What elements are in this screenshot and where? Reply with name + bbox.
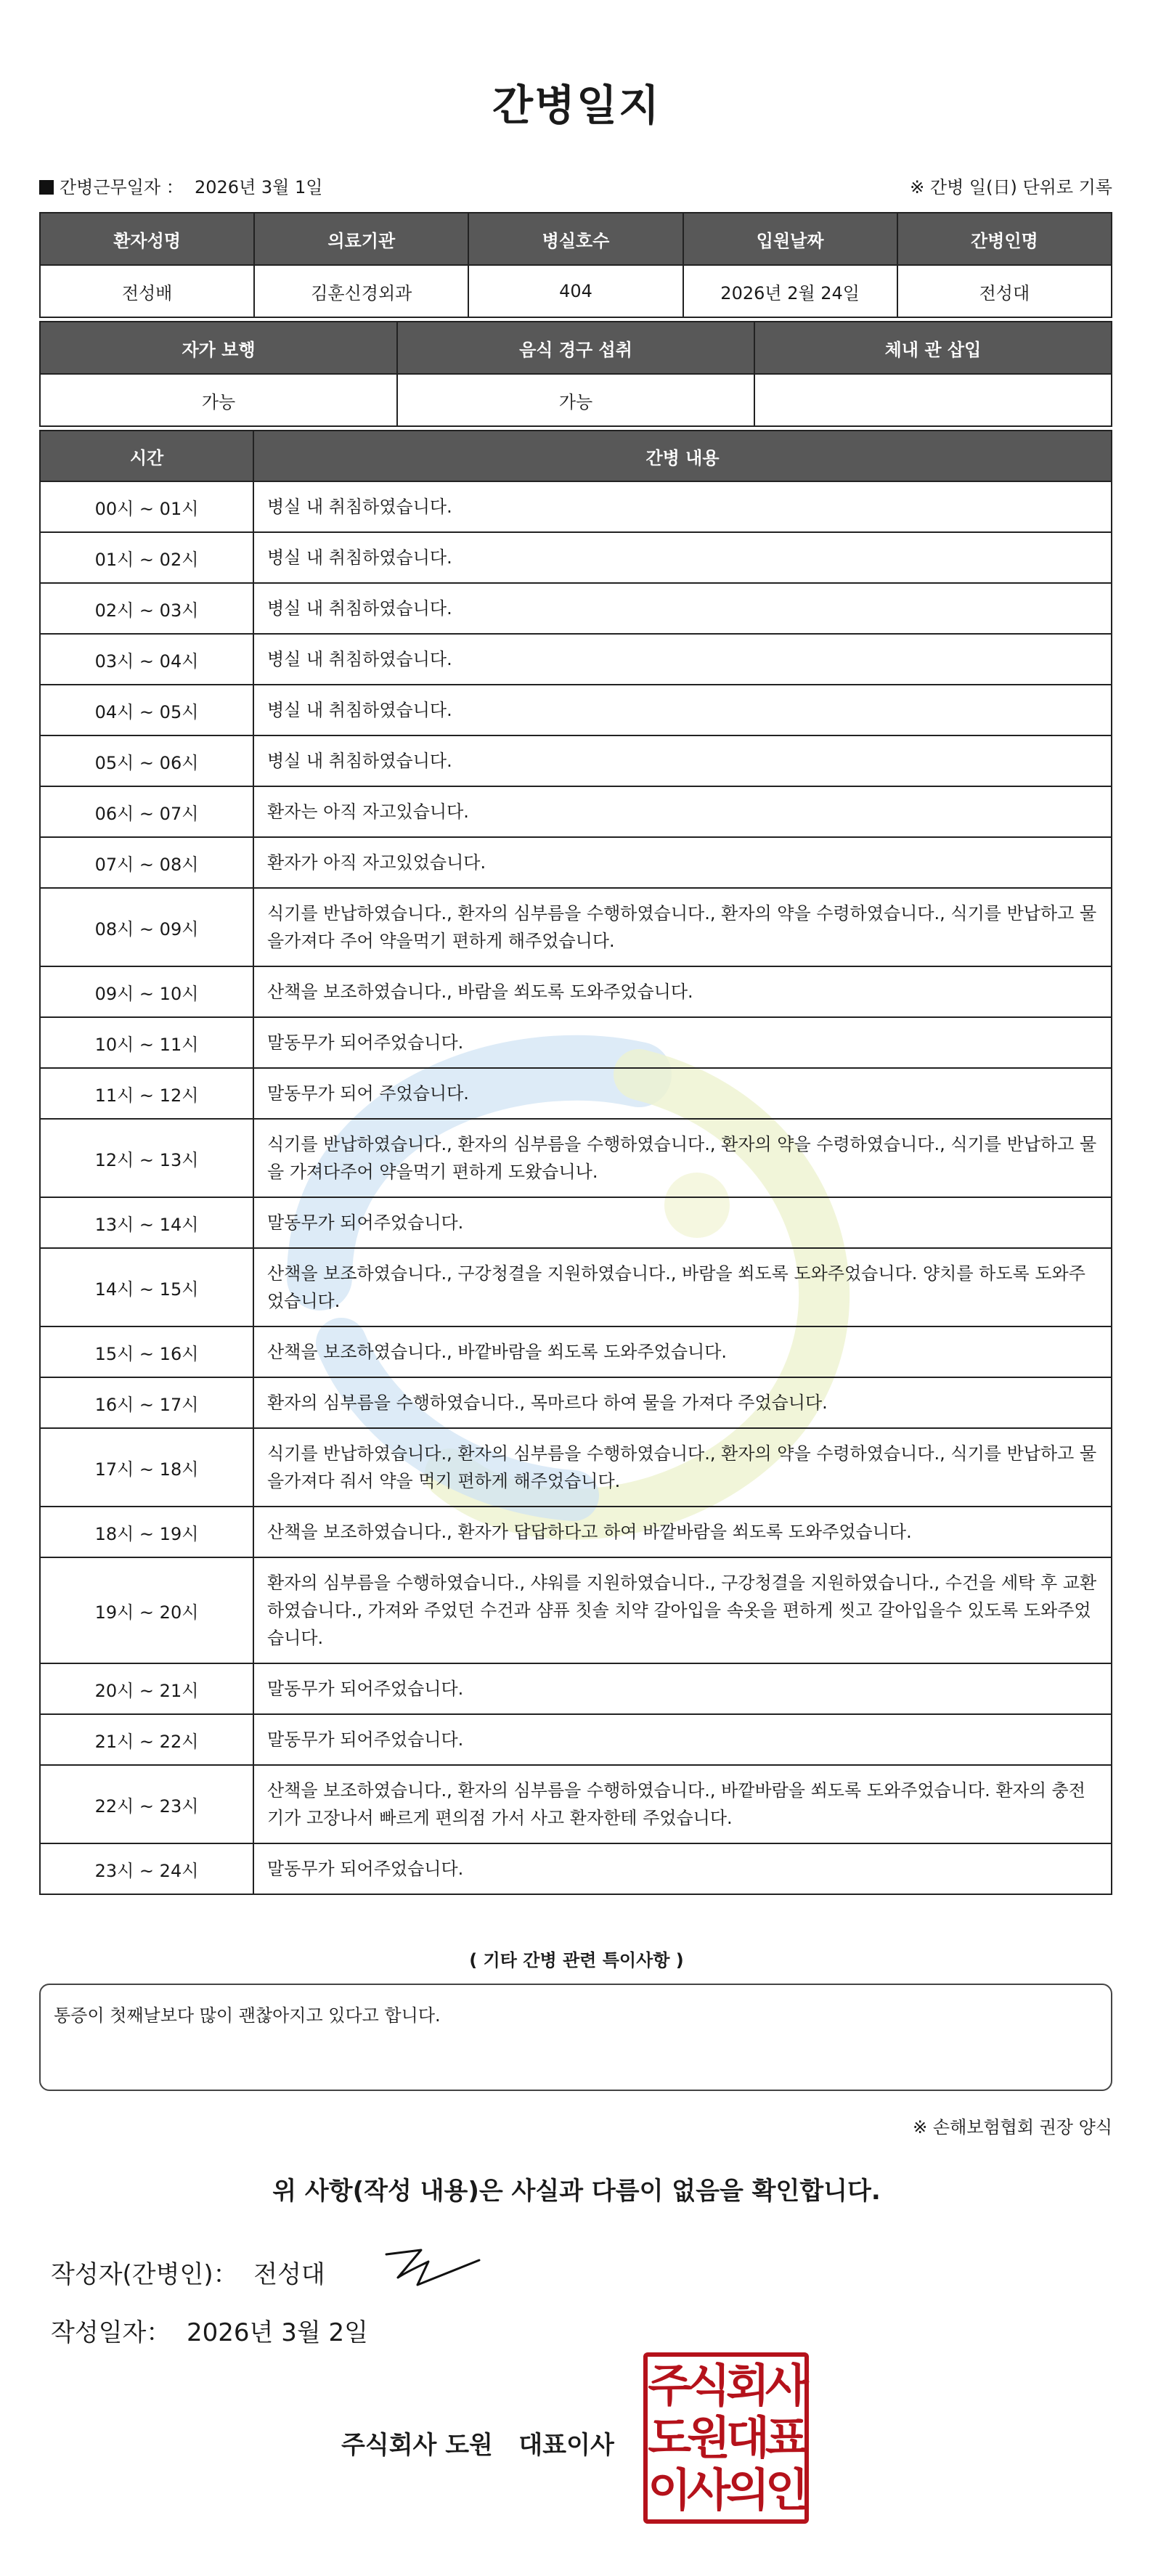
header-room: 병실호수 — [468, 213, 683, 265]
room-number: 404 — [468, 265, 683, 317]
work-date — [39, 173, 322, 198]
log-row — [40, 1248, 1112, 1326]
page-title: 간병일지 — [492, 81, 661, 130]
log-content: 말동무가 되어주었습니다. — [253, 1197, 1112, 1248]
log-content: 병실 내 취침하였습니다. — [253, 481, 1112, 532]
log-row — [40, 1326, 1112, 1377]
writer-name: 전성대 — [253, 2260, 325, 2289]
log-row — [40, 532, 1112, 583]
write-date-line — [51, 2312, 368, 2348]
header-patient-name: 환자성명 — [40, 213, 254, 265]
log-time: 11시 ~ 12시 — [40, 1068, 253, 1119]
log-row — [40, 786, 1112, 837]
log-time: 08시 ~ 09시 — [40, 888, 253, 966]
log-row — [40, 1017, 1112, 1068]
header-care-content: 간병 내용 — [253, 431, 1112, 481]
log-time: 23시 ~ 24시 — [40, 1843, 253, 1894]
log-content: 산책을 보조하였습니다., 환자가 답답하다고 하여 바깥바람을 쐬도록 도와주었습니다. — [253, 1507, 1112, 1557]
company-title: 대표이사 — [518, 2431, 614, 2460]
special-notes-title: ( 기타 간병 관련 특이사항 ) — [469, 1950, 684, 1970]
log-content: 병실 내 취침하였습니다. — [253, 532, 1112, 583]
log-row — [40, 634, 1112, 685]
log-time: 01시 ~ 02시 — [40, 532, 253, 583]
log-row — [40, 1377, 1112, 1428]
writer-line — [51, 2254, 325, 2290]
log-content: 산책을 보조하였습니다., 환자의 심부름을 수행하였습니다., 바깥바람을 쐬도록 도와주었습니다. 환자의 충전기가 고장나서 빠르게 편의점 가서 사고 환자한테 주었습니다. — [253, 1765, 1112, 1843]
header-self-walking: 자가 보행 — [40, 322, 397, 374]
writer-label: 작성자(간병인)： — [51, 2260, 238, 2289]
status-value-row — [40, 374, 1112, 426]
patient-info-table — [39, 212, 1112, 318]
patient-name: 전성배 — [40, 265, 254, 317]
log-content: 환자의 심부름을 수행하였습니다., 목마르다 하여 물을 가져다 주었습니다. — [253, 1377, 1112, 1428]
square-bullet-icon — [39, 180, 54, 195]
log-time: 21시 ~ 22시 — [40, 1714, 253, 1765]
log-row — [40, 1068, 1112, 1119]
log-time: 19시 ~ 20시 — [40, 1557, 253, 1663]
log-content: 말동무가 되어주었습니다. — [253, 1714, 1112, 1765]
special-notes-box — [39, 1984, 1112, 2091]
header-admission-date: 입원날짜 — [683, 213, 897, 265]
recommend-note: ※ 손해보험협회 권장 양식 — [913, 2117, 1112, 2137]
log-time: 00시 ~ 01시 — [40, 481, 253, 532]
log-row — [40, 888, 1112, 966]
oral-intake-value: 가능 — [397, 374, 754, 426]
log-content: 식기를 반납하였습니다., 환자의 심부름을 수행하였습니다., 환자의 약을 수령하였습니다., 식기를 반납하고 물을가져다 주어 약을먹기 편하게 해주었습니다. — [253, 888, 1112, 966]
patient-value-row — [40, 265, 1112, 317]
log-content: 병실 내 취침하였습니다. — [253, 634, 1112, 685]
log-row — [40, 1428, 1112, 1507]
log-row — [40, 1765, 1112, 1843]
work-date-label: 간병근무일자 ： — [60, 177, 184, 197]
seal-line: 주식회사 — [648, 2359, 804, 2412]
log-row — [40, 1843, 1112, 1894]
log-time: 02시 ~ 03시 — [40, 583, 253, 634]
log-content: 병실 내 취침하였습니다. — [253, 583, 1112, 634]
log-row — [40, 1714, 1112, 1765]
patient-header-row — [40, 213, 1112, 265]
status-header-row — [40, 322, 1112, 374]
log-content: 식기를 반납하였습니다., 환자의 심부름을 수행하였습니다., 환자의 약을 수령하였습니다., 식기를 반납하고 물을가져다 줘서 약을 먹기 편하게 해주었습니다. — [253, 1428, 1112, 1507]
log-time: 07시 ~ 08시 — [40, 837, 253, 888]
log-content: 말동무가 되어주었습니다. — [253, 1017, 1112, 1068]
log-time: 17시 ~ 18시 — [40, 1428, 253, 1507]
log-time: 15시 ~ 16시 — [40, 1326, 253, 1377]
seal-line: 도원대표 — [648, 2411, 804, 2464]
confirmation-statement: 위 사항(작성 내용)은 사실과 다름이 없음을 확인합니다. — [272, 2177, 881, 2206]
log-time: 20시 ~ 21시 — [40, 1663, 253, 1714]
log-header-row — [40, 431, 1112, 481]
write-date-label: 작성일자： — [51, 2318, 171, 2347]
header-tube-insertion: 체내 관 삽입 — [754, 322, 1112, 374]
log-time: 16시 ~ 17시 — [40, 1377, 253, 1428]
log-row — [40, 735, 1112, 786]
log-time: 13시 ~ 14시 — [40, 1197, 253, 1248]
log-content: 환자가 아직 자고있었습니다. — [253, 837, 1112, 888]
self-walking-value: 가능 — [40, 374, 397, 426]
log-content: 병실 내 취침하였습니다. — [253, 685, 1112, 735]
log-time: 09시 ~ 10시 — [40, 966, 253, 1017]
company-name: 주식회사 도원 — [341, 2431, 493, 2460]
log-content: 말동무가 되어주었습니다. — [253, 1843, 1112, 1894]
header-caregiver-name: 간병인명 — [897, 213, 1112, 265]
handwritten-signature — [378, 2240, 486, 2298]
log-content: 환자는 아직 자고있습니다. — [253, 786, 1112, 837]
log-body — [40, 481, 1112, 1894]
log-content: 산책을 보조하였습니다., 바깥바람을 쐬도록 도와주었습니다. — [253, 1326, 1112, 1377]
care-log-table — [39, 430, 1112, 1895]
record-unit-note: ※ 간병 일(日) 단위로 기록 — [910, 177, 1112, 197]
log-time: 10시 ~ 11시 — [40, 1017, 253, 1068]
header-time: 시간 — [40, 431, 253, 481]
company-line — [341, 2425, 614, 2461]
admission-date: 2026년 2월 24일 — [683, 265, 897, 317]
log-content: 말동무가 되어 주었습니다. — [253, 1068, 1112, 1119]
log-row — [40, 1119, 1112, 1197]
log-time: 18시 ~ 19시 — [40, 1507, 253, 1557]
header-hospital: 의료기관 — [254, 213, 468, 265]
seal-line: 이사의인 — [648, 2463, 804, 2516]
log-row — [40, 685, 1112, 735]
log-content: 식기를 반납하였습니다., 환자의 심부름을 수행하였습니다., 환자의 약을 수령하였습니다., 식기를 반납하고 물을 가져다주어 약을먹기 편하게 도왔습니나. — [253, 1119, 1112, 1197]
patient-status-table — [39, 321, 1112, 427]
meta-row — [39, 173, 1112, 202]
header-oral-intake: 음식 경구 섭취 — [397, 322, 754, 374]
log-row — [40, 1197, 1112, 1248]
log-row — [40, 966, 1112, 1017]
company-seal-stamp — [643, 2352, 809, 2524]
write-date-value: 2026년 3월 2일 — [187, 2318, 368, 2347]
log-content: 환자의 심부름을 수행하였습니다., 샤워를 지원하였습니다., 구강청결을 지원하였습니다., 수건을 세탁 후 교환하였습니다., 가져와 주었던 수건과 샴퓨 칫솔 치약 갈아입을 속옷을 편하게 씻고 갈아입을수 있도록 도와주었습니다. — [253, 1557, 1112, 1663]
log-time: 14시 ~ 15시 — [40, 1248, 253, 1326]
log-row — [40, 1507, 1112, 1557]
log-content: 산책을 보조하였습니다., 구강청결을 지원하였습니다., 바람을 쐬도록 도와주었습니다. 양치를 하도록 도와주었습니다. — [253, 1248, 1112, 1326]
log-time: 06시 ~ 07시 — [40, 786, 253, 837]
log-content: 말동무가 되어주었습니다. — [253, 1663, 1112, 1714]
log-time: 03시 ~ 04시 — [40, 634, 253, 685]
log-content: 산책을 보조하였습니다., 바람을 쐬도록 도와주었습니다. — [253, 966, 1112, 1017]
log-row — [40, 1663, 1112, 1714]
log-time: 05시 ~ 06시 — [40, 735, 253, 786]
special-notes-text: 통증이 첫째날보다 많이 괜찮아지고 있다고 합니다. — [54, 2005, 441, 2026]
log-row — [40, 481, 1112, 532]
log-row — [40, 1557, 1112, 1663]
log-time: 04시 ~ 05시 — [40, 685, 253, 735]
log-row — [40, 837, 1112, 888]
log-time: 12시 ~ 13시 — [40, 1119, 253, 1197]
log-content: 병실 내 취침하였습니다. — [253, 735, 1112, 786]
log-row — [40, 583, 1112, 634]
hospital-name: 김훈신경외과 — [254, 265, 468, 317]
tube-insertion-value — [754, 374, 1112, 426]
work-date-value: 2026년 3월 1일 — [195, 177, 323, 197]
caregiver-name: 전성대 — [897, 265, 1112, 317]
log-time: 22시 ~ 23시 — [40, 1765, 253, 1843]
